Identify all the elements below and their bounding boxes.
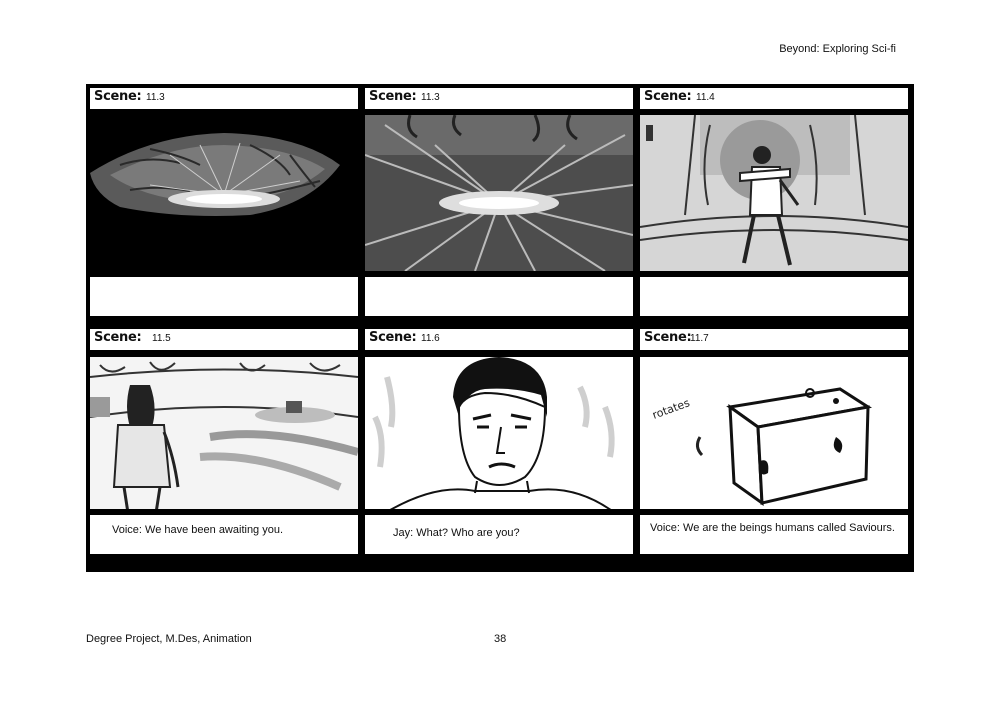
scene-number: 11.3: [146, 92, 165, 103]
storyboard-panel-1: [90, 88, 358, 316]
scene-bar: [640, 88, 908, 109]
storyboard-panel-4: [90, 329, 358, 554]
storyboard-panel-3: [640, 88, 908, 316]
storyboard-panel-5: [365, 329, 633, 554]
footer-document-title: Degree Project, M.Des, Animation: [86, 633, 252, 645]
scene-bar: [90, 329, 358, 350]
scene-bar: [640, 329, 908, 350]
panel-sketch-rotating-cube: [640, 357, 908, 509]
scene-label: Scene:: [94, 330, 142, 345]
storyboard-grid: [86, 84, 914, 572]
panel-caption: [365, 515, 633, 554]
panel-caption: [90, 277, 358, 316]
scene-number: 11.5: [152, 333, 171, 344]
panel-caption: [640, 277, 908, 316]
caption-text: Voice: We are the beings humans called Saviours.: [650, 522, 895, 534]
storyboard-panel-2: [365, 88, 633, 316]
scene-number: 11.7: [690, 333, 709, 344]
panel-sketch-character-closeup: [365, 357, 633, 509]
scene-bar: [365, 329, 633, 350]
sketch-text-rotates: rotates: [650, 396, 692, 422]
page-header-title: Beyond: Exploring Sci-fi: [779, 43, 896, 55]
scene-label: Scene:: [94, 89, 142, 104]
scene-label: Scene:: [369, 89, 417, 104]
scene-number: 11.4: [696, 92, 715, 103]
scene-label: Scene:: [644, 89, 692, 104]
scene-bar: [90, 88, 358, 109]
scene-number: 11.3: [421, 92, 440, 103]
panel-caption: [640, 515, 908, 554]
caption-text: Voice: We have been awaiting you.: [112, 524, 284, 536]
panel-sketch-character-back-view: [90, 357, 358, 509]
panel-caption: [90, 515, 358, 554]
storyboard-panel-6: [640, 329, 908, 554]
scene-number: 11.6: [421, 333, 440, 344]
footer-page-number: 38: [494, 633, 507, 645]
scene-label: Scene:: [644, 330, 692, 345]
caption-text: Jay: What? Who are you?: [393, 527, 520, 539]
panel-sketch-portal-dark: [90, 115, 358, 271]
panel-sketch-character-shielding: [640, 115, 908, 271]
scene-label: Scene:: [369, 330, 417, 345]
panel-caption: [365, 277, 633, 316]
panel-sketch-portal-closeup: [365, 115, 633, 271]
scene-bar: [365, 88, 633, 109]
